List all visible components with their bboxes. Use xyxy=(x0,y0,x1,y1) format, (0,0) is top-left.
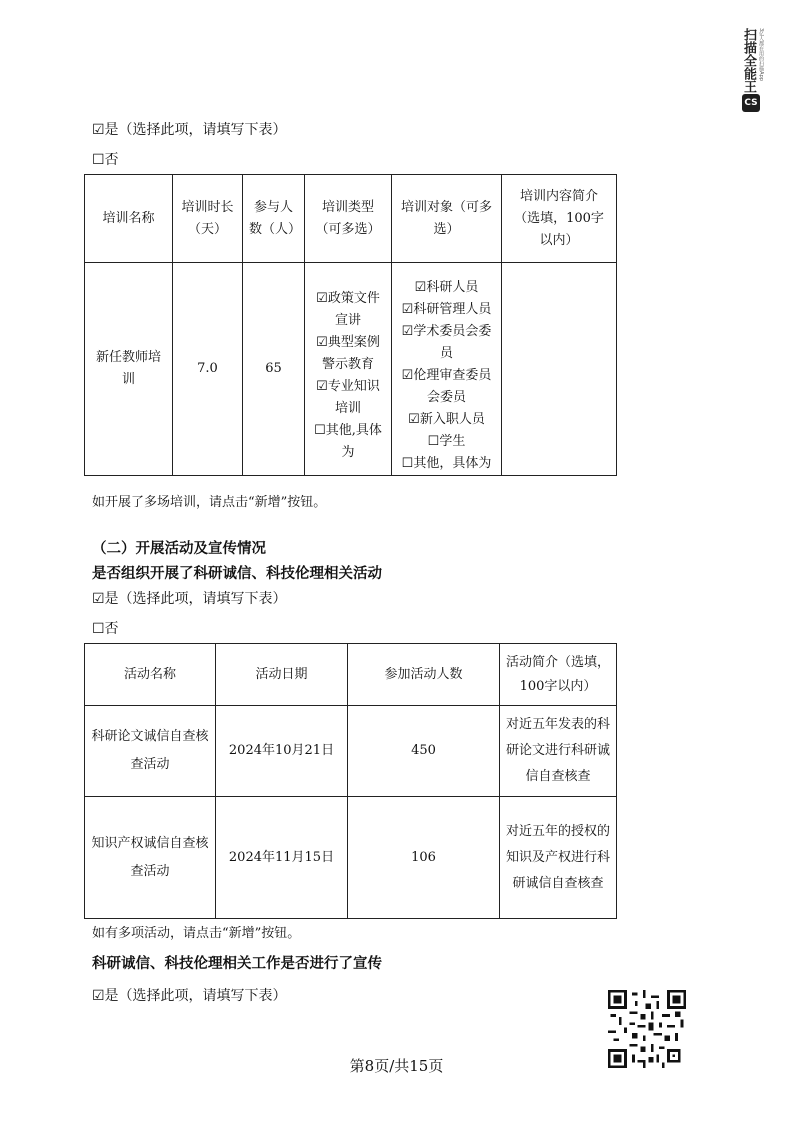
camscanner-logo-icon: CS xyxy=(742,94,760,112)
training-people-cell: 65 xyxy=(243,263,305,476)
table-row xyxy=(85,706,617,797)
target-option-managers: ☑科研管理人员 xyxy=(401,302,492,317)
activity-intro-cell: 对近五年发表的科研论文进行科研诚信自查核查 xyxy=(500,706,617,797)
publicity-option-yes: ☑是（选择此项，请填写下表） xyxy=(92,988,287,1004)
header-activity-date: 活动日期 xyxy=(216,644,348,706)
table-row xyxy=(85,797,617,919)
header-training-name: 培训名称 xyxy=(85,175,173,263)
header-training-intro: 培训内容简介（选填，100字以内） xyxy=(502,175,617,263)
watermark-title: 扫描全能王 xyxy=(741,28,756,93)
activity-intro-cell: 对近五年的授权的知识及产权进行科研诚信自查核查 xyxy=(500,797,617,919)
activity-name-cell: 科研论文诚信自查核查活动 xyxy=(85,706,216,797)
activity-option-no: ☐否 xyxy=(92,621,119,637)
activity-table xyxy=(84,643,617,919)
activity-date-cell: 2024年10月21日 xyxy=(216,706,348,797)
camscanner-watermark xyxy=(739,14,775,124)
target-option-other: ☐其他，具体为 xyxy=(401,456,492,471)
type-option-policy: ☑政策文件宣讲 xyxy=(316,291,380,328)
training-intro-cell xyxy=(502,263,617,476)
training-target-cell xyxy=(392,263,502,476)
training-table xyxy=(84,174,617,476)
activity-table-header xyxy=(85,644,617,706)
target-option-researchers: ☑科研人员 xyxy=(414,280,479,295)
type-option-knowledge: ☑专业知识培训 xyxy=(316,379,380,416)
activity-count-cell: 106 xyxy=(348,797,500,919)
training-option-yes: ☑是（选择此项，请填写下表） xyxy=(92,122,287,138)
activity-date-cell: 2024年11月15日 xyxy=(216,797,348,919)
header-training-days: 培训时长（天） xyxy=(173,175,243,263)
training-add-note: 如开展了多场培训，请点击“新增”按钮。 xyxy=(92,495,327,510)
target-option-academic-committee: ☑学术委员会委员 xyxy=(401,324,492,361)
activity-count-cell: 450 xyxy=(348,706,500,797)
table-row xyxy=(85,263,617,476)
watermark-subtitle: 3亿人都在用的扫描App xyxy=(758,28,764,81)
header-training-target: 培训对象（可多选） xyxy=(392,175,502,263)
activity-add-note: 如有多项活动，请点击“新增”按钮。 xyxy=(92,926,301,941)
target-option-students: ☐学生 xyxy=(427,434,466,449)
header-activity-name: 活动名称 xyxy=(85,644,216,706)
activity-question: 是否组织开展了科研诚信、科技伦理相关活动 xyxy=(92,565,382,582)
header-training-type: 培训类型（可多选） xyxy=(305,175,392,263)
header-activity-intro: 活动简介（选填，100字以内） xyxy=(500,644,617,706)
training-option-no: ☐否 xyxy=(92,152,119,168)
type-option-case: ☑典型案例警示教育 xyxy=(316,335,380,372)
training-table-header xyxy=(85,175,617,263)
training-name-cell: 新任教师培训 xyxy=(85,263,173,476)
target-option-new-staff: ☑新入职人员 xyxy=(408,412,485,427)
section-heading: （二）开展活动及宣传情况 xyxy=(92,540,266,557)
header-activity-count: 参加活动人数 xyxy=(348,644,500,706)
header-participants: 参与人数（人） xyxy=(243,175,305,263)
target-option-ethics-committee: ☑伦理审查委员会委员 xyxy=(401,368,492,405)
training-type-cell xyxy=(305,263,392,476)
activity-name-cell: 知识产权诚信自查核查活动 xyxy=(85,797,216,919)
training-days-cell: 7.0 xyxy=(173,263,243,476)
page-number: 第8页/共15页 xyxy=(349,1057,444,1075)
type-option-other: ☐其他,具体为 xyxy=(314,423,382,460)
activity-option-yes: ☑是（选择此项，请填写下表） xyxy=(92,591,287,607)
publicity-question: 科研诚信、科技伦理相关工作是否进行了宣传 xyxy=(92,955,382,972)
